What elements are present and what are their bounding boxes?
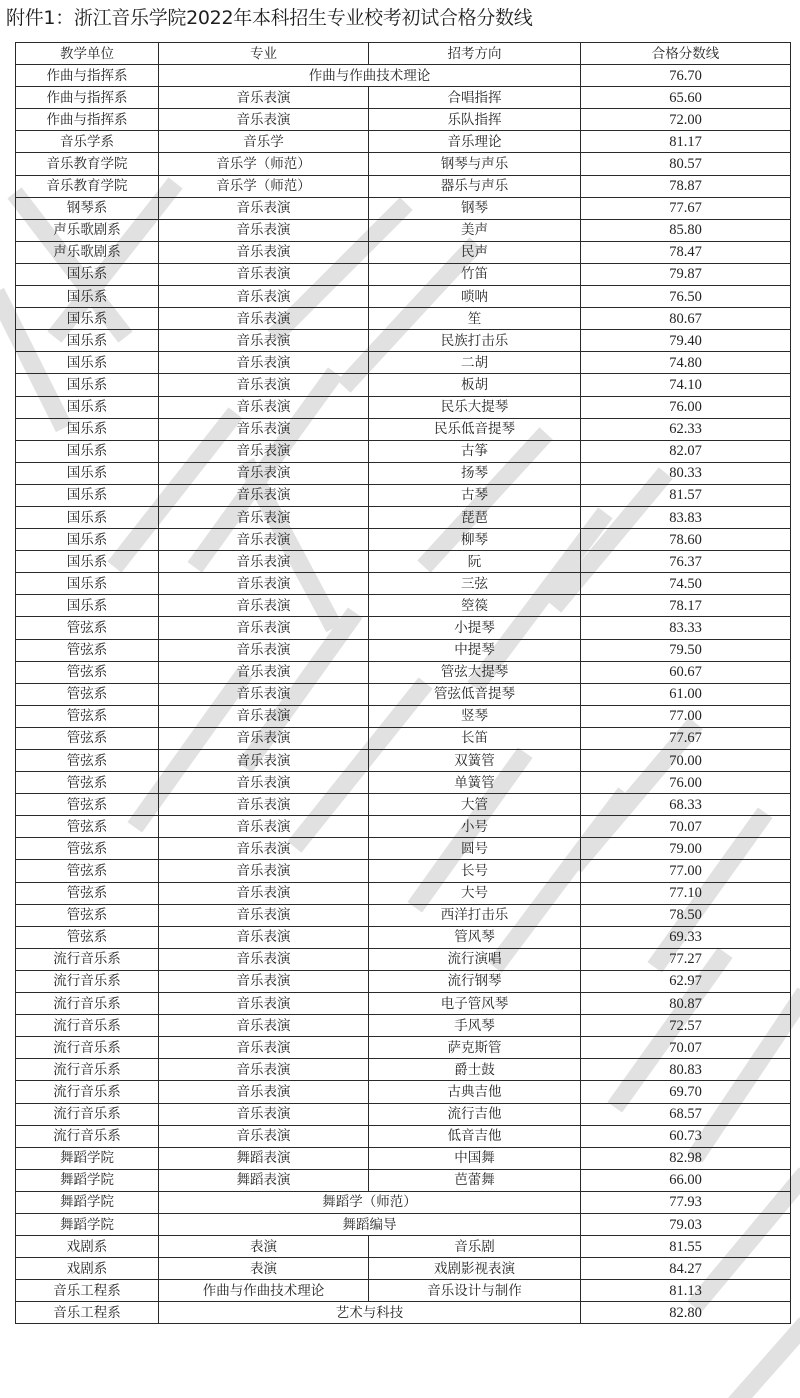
cell-direction: 古筝: [369, 440, 581, 462]
cell-major: 表演: [159, 1258, 369, 1280]
cell-unit: 舞蹈学院: [16, 1191, 159, 1213]
cell-major: 音乐表演: [159, 308, 369, 330]
table-row: [16, 1103, 791, 1125]
cell-direction: 琵琶: [369, 506, 581, 528]
cell-direction: 合唱指挥: [369, 87, 581, 109]
cell-direction: 民乐低音提琴: [369, 418, 581, 440]
cell-major: 音乐表演: [159, 838, 369, 860]
table-row: [16, 87, 791, 109]
cell-unit: 音乐工程系: [16, 1280, 159, 1302]
cell-unit: 音乐学系: [16, 131, 159, 153]
table-row: [16, 263, 791, 285]
cell-direction: 竖琴: [369, 705, 581, 727]
cell-direction: 音乐剧: [369, 1236, 581, 1258]
table-row: [16, 838, 791, 860]
cell-score: 84.27: [581, 1258, 791, 1280]
cell-major: 音乐表演: [159, 241, 369, 263]
cell-direction: 萨克斯管: [369, 1037, 581, 1059]
cell-direction: 古典吉他: [369, 1081, 581, 1103]
cell-score: 76.00: [581, 396, 791, 418]
cell-unit: 国乐系: [16, 330, 159, 352]
cell-score: 83.33: [581, 617, 791, 639]
cell-unit: 管弦系: [16, 750, 159, 772]
table-row: [16, 352, 791, 374]
cell-direction: 乐队指挥: [369, 109, 581, 131]
cell-score: 82.07: [581, 440, 791, 462]
cell-direction: 小提琴: [369, 617, 581, 639]
cell-score: 80.67: [581, 308, 791, 330]
cell-score: 69.33: [581, 926, 791, 948]
cell-score: 62.97: [581, 970, 791, 992]
cell-unit: 国乐系: [16, 374, 159, 396]
header-unit: 教学单位: [16, 43, 159, 65]
table-row: [16, 1081, 791, 1103]
table-row: [16, 816, 791, 838]
table-row: [16, 661, 791, 683]
cell-major: 音乐表演: [159, 727, 369, 749]
table-row: [16, 175, 791, 197]
cell-direction: 管弦低音提琴: [369, 683, 581, 705]
cell-unit: 流行音乐系: [16, 948, 159, 970]
cell-major: 音乐表演: [159, 860, 369, 882]
table-row: [16, 1236, 791, 1258]
cell-unit: 流行音乐系: [16, 1037, 159, 1059]
cell-major: 音乐表演: [159, 484, 369, 506]
cell-direction: 竹笛: [369, 263, 581, 285]
cell-major: 音乐表演: [159, 87, 369, 109]
table-row: [16, 131, 791, 153]
cell-unit: 钢琴系: [16, 197, 159, 219]
table-row: [16, 882, 791, 904]
cell-score: 70.00: [581, 750, 791, 772]
table-header-row: [16, 43, 791, 65]
cell-unit: 管弦系: [16, 727, 159, 749]
cell-major: 音乐表演: [159, 219, 369, 241]
cell-unit: 音乐教育学院: [16, 153, 159, 175]
cell-unit: 国乐系: [16, 484, 159, 506]
cell-unit: 流行音乐系: [16, 1081, 159, 1103]
cell-score: 80.57: [581, 153, 791, 175]
cell-direction: 圆号: [369, 838, 581, 860]
cell-major: 音乐表演: [159, 573, 369, 595]
cell-unit: 流行音乐系: [16, 1015, 159, 1037]
cell-unit: 国乐系: [16, 263, 159, 285]
cell-major: 舞蹈表演: [159, 1169, 369, 1191]
cell-score: 79.03: [581, 1213, 791, 1235]
cell-score: 83.83: [581, 506, 791, 528]
cell-score: 72.57: [581, 1015, 791, 1037]
cell-score: 78.17: [581, 595, 791, 617]
cell-major: 音乐表演: [159, 772, 369, 794]
cell-unit: 国乐系: [16, 506, 159, 528]
cell-score: 80.33: [581, 462, 791, 484]
cell-direction: 民乐大提琴: [369, 396, 581, 418]
cell-score: 74.80: [581, 352, 791, 374]
cell-major: 音乐表演: [159, 396, 369, 418]
cell-score: 80.87: [581, 993, 791, 1015]
table-row: [16, 1015, 791, 1037]
cell-direction: 钢琴与声乐: [369, 153, 581, 175]
cell-major: 音乐表演: [159, 1037, 369, 1059]
cell-unit: 音乐工程系: [16, 1302, 159, 1324]
cell-major: 音乐表演: [159, 993, 369, 1015]
cell-direction: 流行钢琴: [369, 970, 581, 992]
cell-score: 68.33: [581, 794, 791, 816]
cell-major: 舞蹈学（师范）: [159, 1191, 581, 1213]
table-row: [16, 705, 791, 727]
cell-unit: 国乐系: [16, 440, 159, 462]
cell-score: 74.50: [581, 573, 791, 595]
cell-major: 音乐表演: [159, 1059, 369, 1081]
cell-major: 音乐表演: [159, 109, 369, 131]
cell-major: 艺术与科技: [159, 1302, 581, 1324]
cell-score: 81.17: [581, 131, 791, 153]
cell-major: 作曲与作曲技术理论: [159, 65, 581, 87]
cell-direction: 音乐设计与制作: [369, 1280, 581, 1302]
cell-score: 68.57: [581, 1103, 791, 1125]
cell-unit: 戏剧系: [16, 1236, 159, 1258]
cell-unit: 戏剧系: [16, 1258, 159, 1280]
cell-direction: 长号: [369, 860, 581, 882]
cell-direction: 箜篌: [369, 595, 581, 617]
cell-major: 音乐表演: [159, 948, 369, 970]
table-row: [16, 65, 791, 87]
cell-score: 60.67: [581, 661, 791, 683]
cell-major: 音乐表演: [159, 970, 369, 992]
cell-unit: 作曲与指挥系: [16, 109, 159, 131]
cell-major: 音乐表演: [159, 462, 369, 484]
cell-major: 音乐表演: [159, 506, 369, 528]
score-table: [15, 42, 791, 1324]
cell-major: 音乐表演: [159, 661, 369, 683]
cell-direction: 三弦: [369, 573, 581, 595]
cell-direction: 板胡: [369, 374, 581, 396]
table-row: [16, 551, 791, 573]
cell-major: 音乐表演: [159, 352, 369, 374]
table-row: [16, 241, 791, 263]
cell-score: 78.60: [581, 529, 791, 551]
table-row: [16, 418, 791, 440]
table-row: [16, 617, 791, 639]
cell-score: 78.50: [581, 904, 791, 926]
cell-direction: 中国舞: [369, 1147, 581, 1169]
cell-unit: 声乐歌剧系: [16, 241, 159, 263]
table-row: [16, 727, 791, 749]
cell-direction: 西洋打击乐: [369, 904, 581, 926]
cell-score: 77.67: [581, 197, 791, 219]
cell-major: 音乐表演: [159, 551, 369, 573]
cell-major: 作曲与作曲技术理论: [159, 1280, 369, 1302]
cell-unit: 国乐系: [16, 308, 159, 330]
table-row: [16, 1191, 791, 1213]
table-row: [16, 573, 791, 595]
cell-unit: 管弦系: [16, 772, 159, 794]
cell-direction: 钢琴: [369, 197, 581, 219]
table-row: [16, 948, 791, 970]
cell-major: 音乐表演: [159, 1015, 369, 1037]
cell-score: 82.98: [581, 1147, 791, 1169]
cell-score: 77.00: [581, 860, 791, 882]
cell-unit: 国乐系: [16, 595, 159, 617]
cell-unit: 流行音乐系: [16, 993, 159, 1015]
cell-unit: 舞蹈学院: [16, 1147, 159, 1169]
cell-unit: 国乐系: [16, 573, 159, 595]
table-row: [16, 904, 791, 926]
cell-unit: 管弦系: [16, 926, 159, 948]
cell-score: 76.00: [581, 772, 791, 794]
cell-major: 音乐表演: [159, 440, 369, 462]
cell-direction: 电子管风琴: [369, 993, 581, 1015]
cell-major: 音乐表演: [159, 263, 369, 285]
cell-direction: 民族打击乐: [369, 330, 581, 352]
cell-score: 77.10: [581, 882, 791, 904]
table-row: [16, 529, 791, 551]
table-row: [16, 153, 791, 175]
cell-major: 音乐表演: [159, 595, 369, 617]
cell-direction: 小号: [369, 816, 581, 838]
cell-unit: 国乐系: [16, 286, 159, 308]
table-row: [16, 1037, 791, 1059]
cell-score: 66.00: [581, 1169, 791, 1191]
cell-major: 音乐表演: [159, 1081, 369, 1103]
cell-score: 77.67: [581, 727, 791, 749]
cell-score: 60.73: [581, 1125, 791, 1147]
cell-major: 舞蹈编导: [159, 1213, 581, 1235]
page-title: 附件1：浙江音乐学院2022年本科招生专业校考初试合格分数线: [6, 7, 533, 29]
cell-score: 81.55: [581, 1236, 791, 1258]
table-row: [16, 993, 791, 1015]
table-row: [16, 330, 791, 352]
cell-major: 音乐表演: [159, 529, 369, 551]
cell-major: 音乐表演: [159, 374, 369, 396]
cell-direction: 大管: [369, 794, 581, 816]
cell-major: 音乐表演: [159, 926, 369, 948]
cell-direction: 单簧管: [369, 772, 581, 794]
cell-score: 65.60: [581, 87, 791, 109]
cell-score: 76.37: [581, 551, 791, 573]
table-row: [16, 1169, 791, 1191]
cell-unit: 管弦系: [16, 794, 159, 816]
table-row: [16, 860, 791, 882]
cell-unit: 管弦系: [16, 904, 159, 926]
cell-score: 81.57: [581, 484, 791, 506]
cell-score: 72.00: [581, 109, 791, 131]
cell-direction: 爵士鼓: [369, 1059, 581, 1081]
cell-major: 音乐表演: [159, 683, 369, 705]
table-row: [16, 440, 791, 462]
cell-score: 69.70: [581, 1081, 791, 1103]
table-row: [16, 970, 791, 992]
cell-major: 音乐表演: [159, 1125, 369, 1147]
cell-unit: 声乐歌剧系: [16, 219, 159, 241]
cell-direction: 低音吉他: [369, 1125, 581, 1147]
table-row: [16, 639, 791, 661]
cell-score: 80.83: [581, 1059, 791, 1081]
cell-major: 音乐表演: [159, 794, 369, 816]
cell-direction: 笙: [369, 308, 581, 330]
table-row: [16, 595, 791, 617]
cell-score: 76.70: [581, 65, 791, 87]
cell-direction: 音乐理论: [369, 131, 581, 153]
cell-score: 79.00: [581, 838, 791, 860]
table-row: [16, 1280, 791, 1302]
cell-major: 音乐表演: [159, 617, 369, 639]
cell-direction: 流行演唱: [369, 948, 581, 970]
cell-major: 音乐表演: [159, 816, 369, 838]
cell-unit: 管弦系: [16, 661, 159, 683]
cell-major: 音乐表演: [159, 330, 369, 352]
cell-major: 音乐表演: [159, 197, 369, 219]
table-row: [16, 308, 791, 330]
cell-direction: 民声: [369, 241, 581, 263]
table-row: [16, 794, 791, 816]
cell-unit: 舞蹈学院: [16, 1213, 159, 1235]
table-row: [16, 772, 791, 794]
table-row: [16, 750, 791, 772]
cell-score: 85.80: [581, 219, 791, 241]
cell-unit: 流行音乐系: [16, 1125, 159, 1147]
cell-direction: 阮: [369, 551, 581, 573]
cell-direction: 大号: [369, 882, 581, 904]
cell-score: 77.00: [581, 705, 791, 727]
table-row: [16, 1258, 791, 1280]
cell-unit: 作曲与指挥系: [16, 87, 159, 109]
cell-score: 61.00: [581, 683, 791, 705]
cell-unit: 管弦系: [16, 860, 159, 882]
table-row: [16, 506, 791, 528]
cell-major: 音乐表演: [159, 639, 369, 661]
cell-unit: 国乐系: [16, 529, 159, 551]
cell-unit: 管弦系: [16, 683, 159, 705]
table-row: [16, 396, 791, 418]
cell-major: 音乐学: [159, 131, 369, 153]
cell-major: 舞蹈表演: [159, 1147, 369, 1169]
cell-score: 76.50: [581, 286, 791, 308]
cell-major: 音乐表演: [159, 418, 369, 440]
cell-unit: 作曲与指挥系: [16, 65, 159, 87]
table-row: [16, 484, 791, 506]
cell-score: 78.47: [581, 241, 791, 263]
cell-major: 音乐表演: [159, 1103, 369, 1125]
table-row: [16, 109, 791, 131]
table-row: [16, 1213, 791, 1235]
cell-score: 79.87: [581, 263, 791, 285]
cell-direction: 长笛: [369, 727, 581, 749]
cell-major: 音乐表演: [159, 750, 369, 772]
cell-score: 79.40: [581, 330, 791, 352]
table-body: [16, 65, 791, 1324]
table-row: [16, 1147, 791, 1169]
cell-score: 81.13: [581, 1280, 791, 1302]
cell-major: 音乐表演: [159, 882, 369, 904]
cell-major: 音乐学（师范）: [159, 175, 369, 197]
header-direction: 招考方向: [369, 43, 581, 65]
cell-unit: 管弦系: [16, 838, 159, 860]
cell-score: 77.93: [581, 1191, 791, 1213]
cell-direction: 管风琴: [369, 926, 581, 948]
cell-unit: 管弦系: [16, 816, 159, 838]
cell-unit: 国乐系: [16, 551, 159, 573]
table-row: [16, 219, 791, 241]
cell-unit: 国乐系: [16, 352, 159, 374]
cell-score: 82.80: [581, 1302, 791, 1324]
cell-direction: 柳琴: [369, 529, 581, 551]
cell-unit: 管弦系: [16, 882, 159, 904]
cell-direction: 流行吉他: [369, 1103, 581, 1125]
cell-score: 70.07: [581, 816, 791, 838]
cell-direction: 二胡: [369, 352, 581, 374]
cell-unit: 舞蹈学院: [16, 1169, 159, 1191]
cell-direction: 器乐与声乐: [369, 175, 581, 197]
cell-unit: 音乐教育学院: [16, 175, 159, 197]
cell-score: 77.27: [581, 948, 791, 970]
cell-unit: 管弦系: [16, 617, 159, 639]
cell-direction: 扬琴: [369, 462, 581, 484]
cell-unit: 流行音乐系: [16, 1103, 159, 1125]
table-row: [16, 374, 791, 396]
cell-direction: 中提琴: [369, 639, 581, 661]
cell-direction: 管弦大提琴: [369, 661, 581, 683]
cell-major: 音乐表演: [159, 705, 369, 727]
cell-direction: 双簧管: [369, 750, 581, 772]
cell-major: 音乐表演: [159, 904, 369, 926]
cell-major: 表演: [159, 1236, 369, 1258]
table-row: [16, 197, 791, 219]
cell-major: 音乐表演: [159, 286, 369, 308]
cell-major: 音乐学（师范）: [159, 153, 369, 175]
cell-unit: 国乐系: [16, 462, 159, 484]
cell-score: 79.50: [581, 639, 791, 661]
cell-unit: 国乐系: [16, 418, 159, 440]
cell-score: 62.33: [581, 418, 791, 440]
table-row: [16, 286, 791, 308]
cell-direction: 唢呐: [369, 286, 581, 308]
cell-score: 78.87: [581, 175, 791, 197]
cell-direction: 美声: [369, 219, 581, 241]
cell-score: 74.10: [581, 374, 791, 396]
table-row: [16, 1302, 791, 1324]
table-row: [16, 1125, 791, 1147]
cell-unit: 管弦系: [16, 705, 159, 727]
table-row: [16, 462, 791, 484]
cell-unit: 管弦系: [16, 639, 159, 661]
table-row: [16, 683, 791, 705]
cell-direction: 芭蕾舞: [369, 1169, 581, 1191]
cell-unit: 流行音乐系: [16, 970, 159, 992]
cell-direction: 戏剧影视表演: [369, 1258, 581, 1280]
cell-score: 70.07: [581, 1037, 791, 1059]
header-major: 专业: [159, 43, 369, 65]
table-row: [16, 1059, 791, 1081]
header-score: 合格分数线: [581, 43, 791, 65]
cell-direction: 古琴: [369, 484, 581, 506]
cell-unit: 国乐系: [16, 396, 159, 418]
cell-direction: 手风琴: [369, 1015, 581, 1037]
cell-unit: 流行音乐系: [16, 1059, 159, 1081]
table-row: [16, 926, 791, 948]
